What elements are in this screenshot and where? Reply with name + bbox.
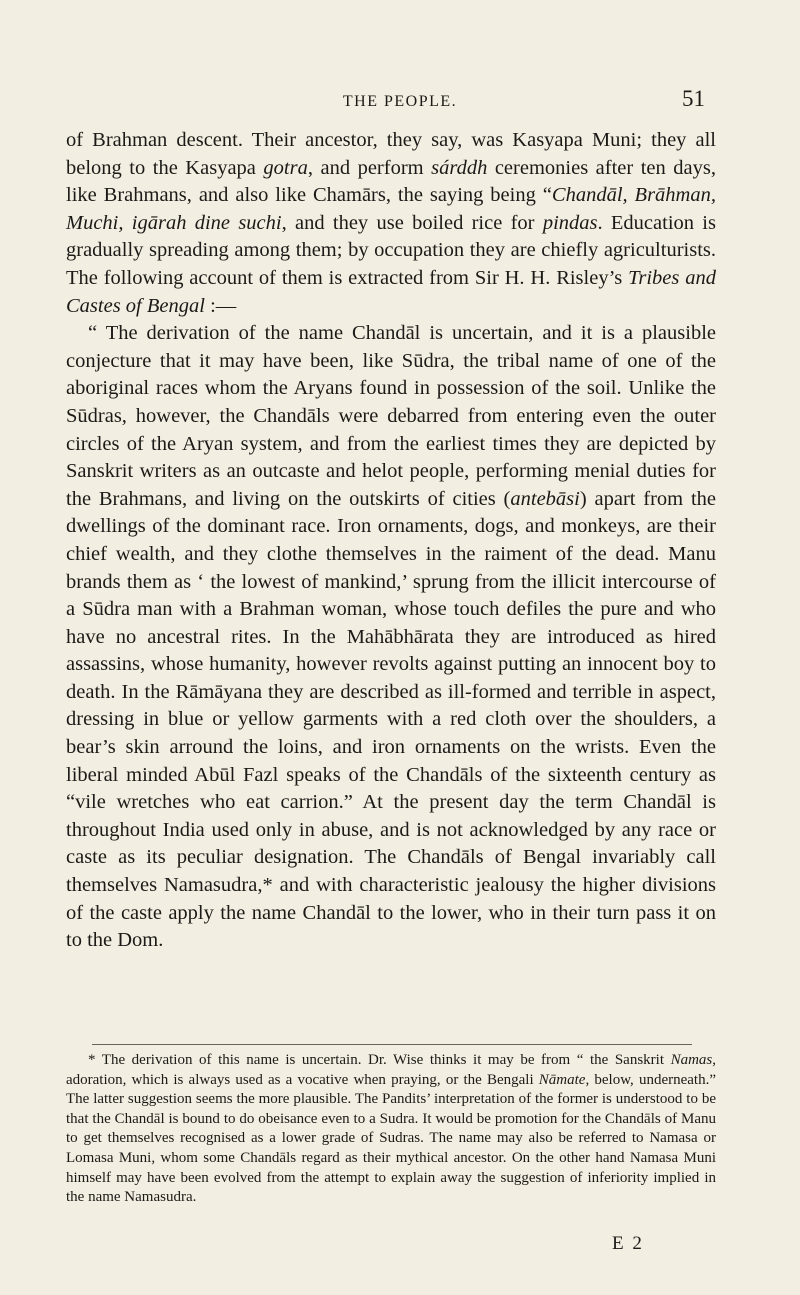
main-text xyxy=(66,127,716,955)
quotation-paragraph xyxy=(66,320,716,955)
text-run: :— xyxy=(204,294,237,317)
italic-term: Chandāl, Brāhman, Muchi, igārah dine suchi xyxy=(66,184,716,234)
book-title: Tribes and Castes of Bengal xyxy=(66,266,716,317)
italic-term: pindas xyxy=(542,211,598,234)
italic-term: antebāsi xyxy=(510,487,580,510)
text-run: , adoration, which is always used as a vocative when praying, or the Bengali xyxy=(66,1052,716,1088)
text-run: “ The derivation of the name Chandāl is uncertain, and it is a plausible conjecture that it may have been, like Sūdra, the tribal name of one of the aboriginal races whom the Aryans found in possession of the soil. Unlike the Sūdras, however, the Chandāls were debarred from entering even the outer circles of the Aryan system, and from the earliest times they are depicted by Sanskrit writers as an outcaste and helot people, performing menial duties for the Brahmans, and living on the outskirts of cities ( xyxy=(66,322,716,510)
paragraph xyxy=(66,127,716,320)
italic-term: Nāmate xyxy=(538,1071,586,1088)
text-run: , below, underneath.” The latter suggestion seems the more plausible. The Pandits’ interpretation of the former is understood to be that the Chandāl is bound to do obeisance even to a Sudra. It would be promotion for the Chandāls of Manu to get themselves recognised as a lower grade of Sudras. The name may also be referred to Namasa or Lomasa Muni, whom some Chandāls regard as their mythical ancestor. On the other hand Namasa Muni himself may have been evolved from the attempt to explain away the suggestion of inferiority implied in the name Namasudra. xyxy=(66,1071,716,1206)
text-run: ) apart from the dwellings of the dominant race. Iron ornaments, dogs, and monkeys, are their chief wealth, and they clothe themselves in the raiment of the dead. Manu brands them as ‘ the lowest of mankind,’ sprung from the illicit intercourse of a Sūdra man with a Brahman woman, whose touch defiles the pure and who have no ancestral rites. In the Mahābhārata they are introduced as hired assassins, whose humanity, however revolts against putting an innocent boy to death. In the Rāmāyana they are described as ill-formed and terrible in aspect, dressing in blue or yellow garments with a red cloth over the shoulders, a bear’s skin arround the loins, and iron ornaments on the wrists. Even the liberal minded Abūl Fazl speaks of the Chandāls of the sixteenth century as “vile wretches who eat carrion.” At the present day the term Chandāl is throughout India used only in abuse, and is not acknowledged by any race or caste as its peculiar designation. The Chandāls of Bengal invariably call themselves Namasudra,* and with characteristic jealousy the higher divisions of the caste apply the name Chandāl to the lower, who in their turn pass it on to the Dom. xyxy=(66,487,716,952)
text-run: . Education is gradually spreading among them; by occupation they are chiefly agriculturists. The following account of them is extracted from Sir H. H. Risley’s xyxy=(66,211,716,289)
text-run: , and perform xyxy=(307,156,432,179)
signature-mark: E 2 xyxy=(612,1233,644,1254)
italic-term: sárddh xyxy=(431,156,488,179)
text-run: ceremonies after ten days, like Brahmans, and also like Chamārs, the saying being “ xyxy=(66,156,716,207)
page-number: 51 xyxy=(682,86,705,111)
text-run: * The derivation of this name is uncertain. Dr. Wise thinks it may be from “ the Sanskrit xyxy=(88,1052,671,1068)
running-title: THE PEOPLE. xyxy=(342,93,458,110)
text-run: , and they use boiled rice for xyxy=(281,211,543,234)
footnote-divider xyxy=(92,1044,692,1045)
text-run: of Brahman descent. Their ancestor, they say, was Kasyapa Muni; they all belong to the Kasyapa xyxy=(66,129,716,179)
running-head xyxy=(0,86,800,113)
italic-term: gotra xyxy=(263,156,308,179)
italic-term: Namas xyxy=(670,1052,713,1068)
footnote xyxy=(66,1051,716,1208)
